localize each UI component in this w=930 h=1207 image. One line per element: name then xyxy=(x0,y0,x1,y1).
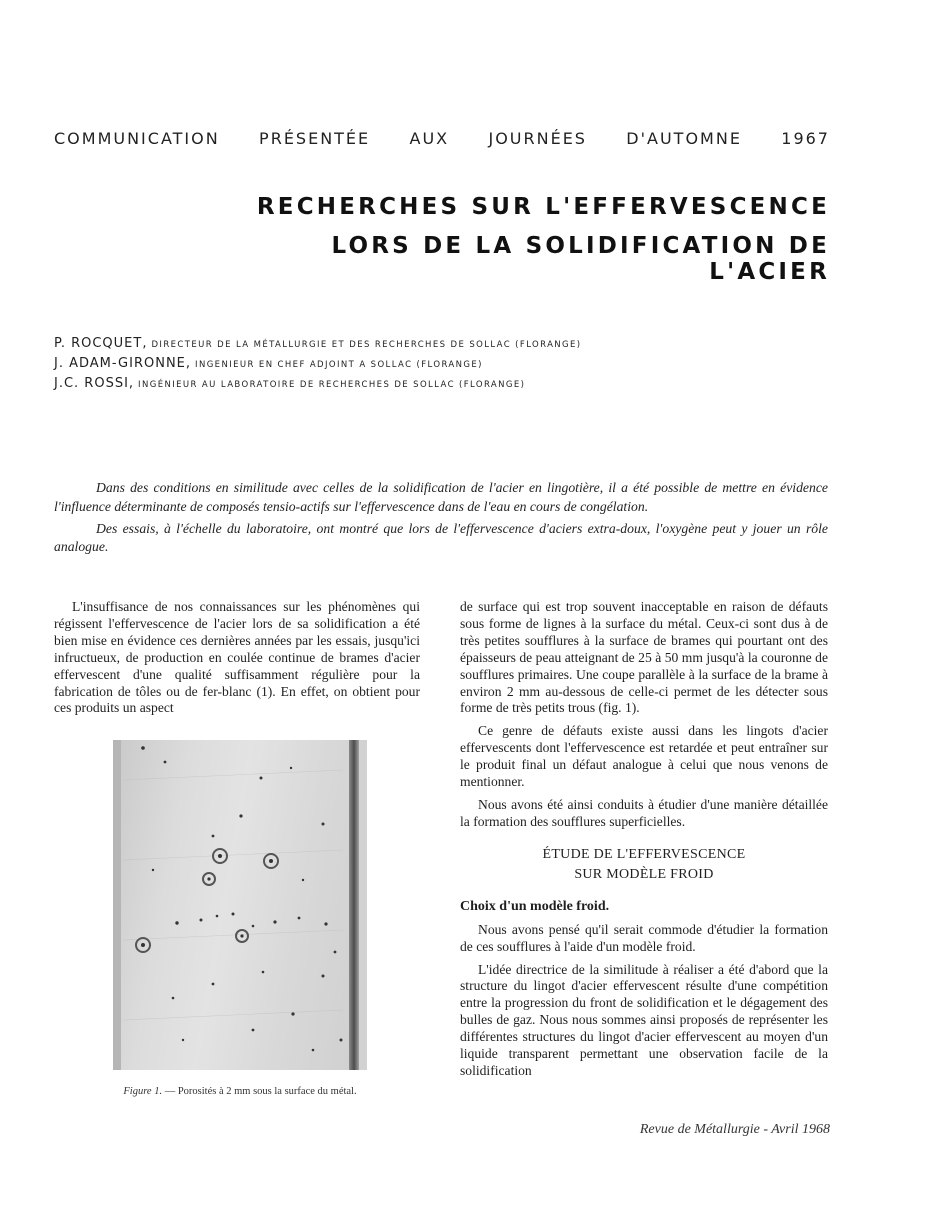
header-word: PRÉSENTÉE xyxy=(259,129,371,148)
author-name: J.C. ROSSI, xyxy=(54,376,135,391)
author-3 xyxy=(54,376,525,391)
body-paragraph: L'idée directrice de la similitude à réaliser a été d'abord que la structure du lingot d'acier effervescent résulte d'une compétition entre la progression du front de solidification et le dégagement des bulles de gaz. Nous nous sommes ainsi proposés de représenter les différentes structures du lingot d'acier effervescent au moyen d'un liquide transparent permettant une observation facile de la solidification xyxy=(460,961,828,1078)
header-word: 1967 xyxy=(781,129,830,148)
section-heading xyxy=(460,845,828,885)
body-paragraph: Nous avons été ainsi conduits à étudier d'une manière détaillée la formation des soufflures superficielles. xyxy=(460,796,828,829)
abstract xyxy=(54,479,828,557)
column-left xyxy=(54,599,420,723)
figure-label: Figure 1. xyxy=(123,1086,163,1097)
body-paragraph: Nous avons pensé qu'il serait commode d'étudier la formation de ces soufflures à l'aide d'un modèle froid. xyxy=(460,921,828,954)
header-word: JOURNÉES xyxy=(488,129,587,148)
title-line-1: RECHERCHES SUR L'EFFERVESCENCE xyxy=(256,194,830,220)
figure-caption-text: — Porosités à 2 mm sous la surface du métal. xyxy=(162,1086,357,1097)
porosity-photo-image xyxy=(113,740,367,1070)
author-affiliation: INGENIEUR EN CHEF ADJOINT A SOLLAC (FLORANGE) xyxy=(195,360,483,370)
conference-header xyxy=(54,129,830,148)
author-2 xyxy=(54,356,483,371)
journal-footer: Revue de Métallurgie - Avril 1968 xyxy=(639,1122,830,1137)
title-line-2: LORS DE LA SOLIDIFICATION DE L'ACIER xyxy=(331,233,830,285)
header-word: COMMUNICATION xyxy=(54,129,220,148)
header-word: AUX xyxy=(409,129,450,148)
author-name: P. ROCQUET, xyxy=(54,336,148,351)
section-heading-line: SUR MODÈLE FROID xyxy=(574,866,714,882)
subsection-heading: Choix d'un modèle froid. xyxy=(460,898,610,914)
header-word: D'AUTOMNE xyxy=(626,129,742,148)
body-paragraph: Ce genre de défauts existe aussi dans les lingots d'acier effervescents dont l'effervescence est retardée et peut entraîner sur le produit final un défaut analogue à celui que nous venons de mentionner. xyxy=(460,723,828,790)
author-1 xyxy=(54,336,582,351)
section-heading-line: ÉTUDE DE L'EFFERVESCENCE xyxy=(542,846,746,862)
abstract-paragraph: Dans des conditions en similitude avec celles de la solidification de l'acier en lingotière, il a été possible de mettre en évidence l'influence déterminante de composés tensio-actifs sur l'effervescence dans de l'eau en cours de congélation. xyxy=(54,480,828,514)
column-right xyxy=(460,599,828,1086)
body-paragraph: L'insuffisance de nos connaissances sur les phénomènes qui régissent l'effervescence de l'acier lors de sa solidification a été bien mise en évidence ces dernières années par les essais, jusqu'ici infructueux, de production en coulée continue de brames d'acier effervescent d'une qualité suffisamment régulière pour la fabrication de tôles ou de fer-blanc (1). En effet, on obtient pour ces produits un aspect xyxy=(54,599,420,716)
figure-caption xyxy=(104,1086,376,1097)
author-affiliation: INGÉNIEUR AU LABORATOIRE DE RECHERCHES DE SOLLAC (FLORANGE) xyxy=(138,380,526,390)
figure-photo xyxy=(113,740,367,1070)
abstract-paragraph: Des essais, à l'échelle du laboratoire, ont montré que lors de l'effervescence d'aciers extra-doux, l'oxygène peut y jouer un rôle analogue. xyxy=(54,520,828,555)
author-affiliation: DIRECTEUR DE LA MÉTALLURGIE ET DES RECHERCHES DE SOLLAC (FLORANGE) xyxy=(151,340,582,350)
author-name: J. ADAM-GIRONNE, xyxy=(54,356,192,371)
body-paragraph: de surface qui est trop souvent inacceptable en raison de défauts sous forme de lignes à la surface du métal. Ceux-ci sont dus à de très petites soufflures à la surface de brames qui pourtant ont des épaisseurs de peau atteignant de 25 à 50 mm jusqu'à la couronne de soufflures primaires. Une coupe parallèle à la surface de la brame à environ 2 mm au-dessous de celle-ci permet de les détecter sous forme de très petits trous (fig. 1). xyxy=(460,599,828,716)
